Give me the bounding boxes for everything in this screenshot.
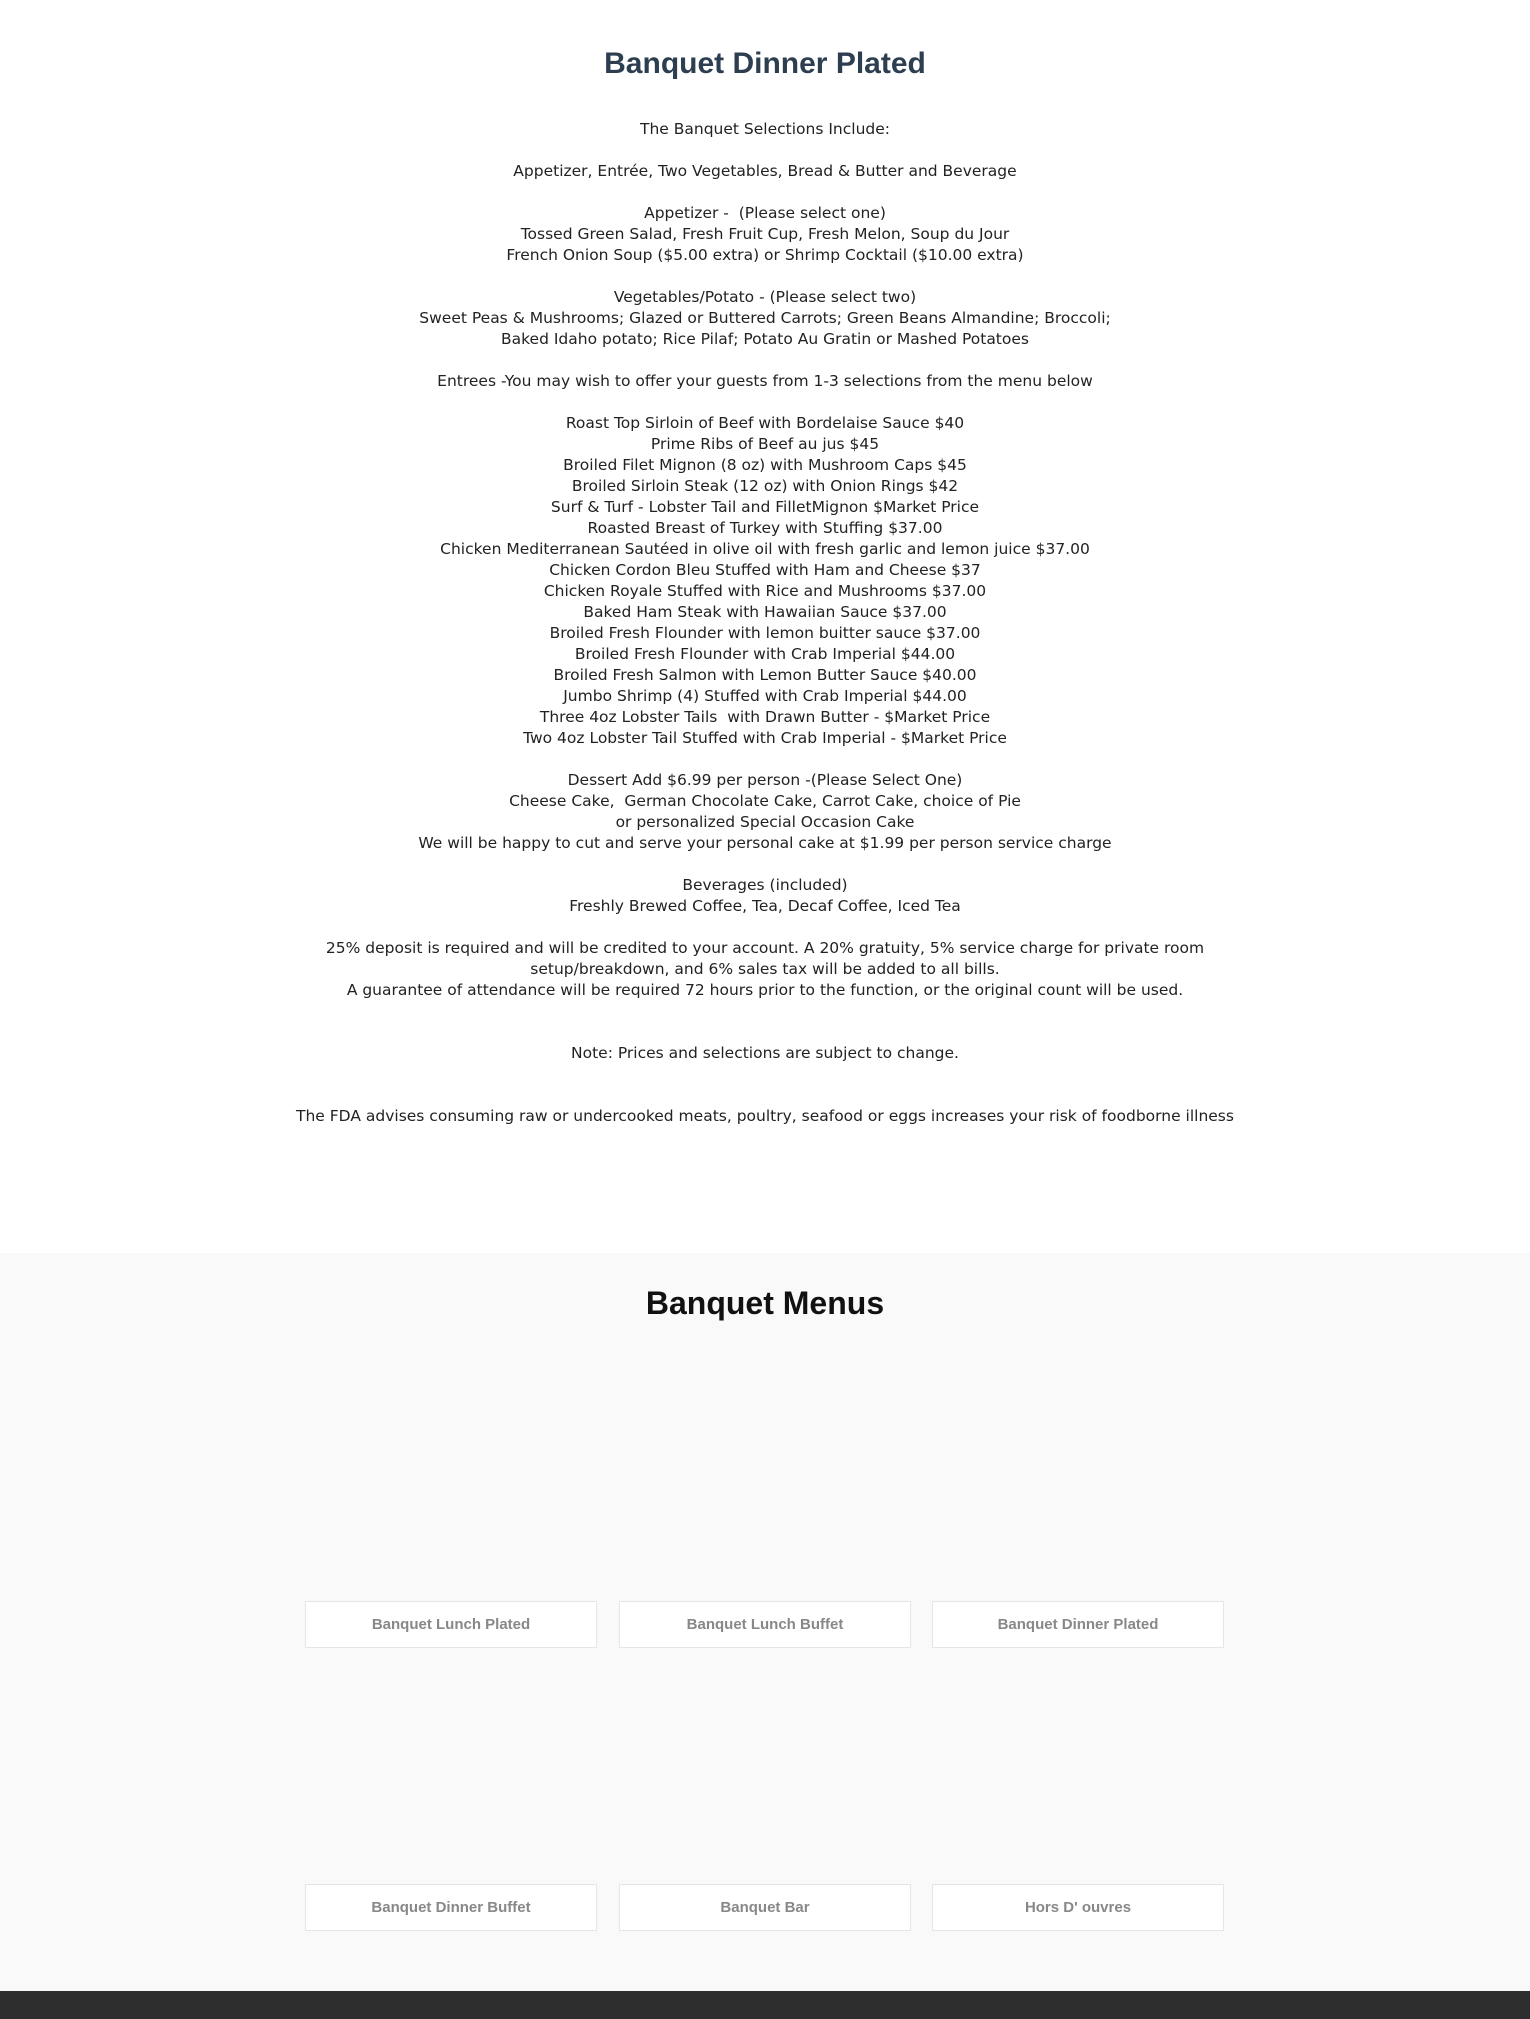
- menu-text-line: Roasted Breast of Turkey with Stuffing $37.00: [587, 519, 943, 537]
- menu-description: [0, 119, 1530, 1127]
- menu-text-line: French Onion Soup ($5.00 extra) or Shrimp Cocktail ($10.00 extra): [506, 246, 1024, 264]
- menu-text-line: or personalized Special Occasion Cake: [615, 813, 915, 831]
- menu-text-line: Appetizer, Entrée, Two Vegetables, Bread & Butter and Beverage: [513, 162, 1017, 180]
- line-gap: [0, 854, 1530, 875]
- menu-text-line: Chicken Royale Stuffed with Rice and Mushrooms $37.00: [543, 582, 987, 600]
- menu-text-line: Broiled Fresh Flounder with Crab Imperial $44.00: [574, 645, 956, 663]
- menu-text-line: Baked Idaho potato; Rice Pilaf; Potato Au Gratin or Mashed Potatoes: [501, 330, 1029, 348]
- line-gap: [0, 266, 1530, 287]
- menu-text-line: Broiled Filet Mignon (8 oz) with Mushroom Caps $45: [563, 456, 967, 474]
- line-gap: [0, 140, 1530, 161]
- menu-text-line: Prime Ribs of Beef au jus $45: [650, 435, 880, 453]
- menu-text-line: Tossed Green Salad, Fresh Fruit Cup, Fresh Melon, Soup du Jour: [520, 225, 1010, 243]
- menu-text-line: We will be happy to cut and serve your personal cake at $1.99 per person service charge: [418, 834, 1112, 852]
- menu-text-line: Entrees -You may wish to offer your guests from 1-3 selections from the menu below: [437, 372, 1093, 390]
- line-gap: [0, 1085, 1530, 1106]
- line-gap: [0, 1022, 1530, 1043]
- menu-text-line: Two 4oz Lobster Tail Stuffed with Crab Imperial - $Market Price: [523, 729, 1007, 747]
- menu-text-line: A guarantee of attendance will be required 72 hours prior to the function, or the original count will be used.: [346, 981, 1184, 999]
- menu-text-line: Beverages (included): [682, 876, 848, 894]
- line-gap: [0, 749, 1530, 770]
- section-title: Banquet Menus: [645, 1285, 885, 1321]
- menu-text-line: Chicken Cordon Bleu Stuffed with Ham and Cheese $37: [549, 561, 981, 579]
- menu-card-banquet-lunch-buffet[interactable]: Banquet Lunch Buffet: [619, 1601, 911, 1648]
- menu-card-banquet-lunch-plated[interactable]: Banquet Lunch Plated: [305, 1601, 597, 1648]
- menu-text-line: Roast Top Sirloin of Beef with Bordelaise Sauce $40: [565, 414, 965, 432]
- menu-text-line: Jumbo Shrimp (4) Stuffed with Crab Imperial $44.00: [563, 687, 967, 705]
- menu-card-banquet-dinner-buffet[interactable]: Banquet Dinner Buffet: [305, 1884, 597, 1931]
- page-title: Banquet Dinner Plated: [604, 47, 926, 80]
- menu-card-hors-d-ouvres[interactable]: Hors D' ouvres: [932, 1884, 1224, 1931]
- line-gap: [0, 392, 1530, 413]
- menu-text-line: The FDA advises consuming raw or undercooked meats, poultry, seafood or eggs increases your risk of foodborne illness: [296, 1107, 1234, 1125]
- menu-text-line: Broiled Fresh Salmon with Lemon Butter Sauce $40.00: [553, 666, 977, 684]
- menu-text-line: Baked Ham Steak with Hawaiian Sauce $37.00: [583, 603, 947, 621]
- line-gap: [0, 182, 1530, 203]
- line-gap: [0, 350, 1530, 371]
- menu-card-banquet-bar[interactable]: Banquet Bar: [619, 1884, 911, 1931]
- menu-text-line: Chicken Mediterranean Sautéed in olive oil with fresh garlic and lemon juice $37.00: [440, 540, 1090, 558]
- menu-text-line: Dessert Add $6.99 per person -(Please Select One): [567, 771, 963, 789]
- menu-text-line: Cheese Cake, German Chocolate Cake, Carrot Cake, choice of Pie: [509, 792, 1021, 810]
- menu-text-line: Vegetables/Potato - (Please select two): [613, 288, 917, 306]
- menu-text-line: Freshly Brewed Coffee, Tea, Decaf Coffee, Iced Tea: [569, 897, 961, 915]
- menu-text-line: Three 4oz Lobster Tails with Drawn Butter - $Market Price: [539, 708, 991, 726]
- menu-text-line: Surf & Turf - Lobster Tail and FilletMignon $Market Price: [550, 498, 980, 516]
- menu-text-line: Broiled Fresh Flounder with lemon buitter sauce $37.00: [549, 624, 981, 642]
- menu-text-line: The Banquet Selections Include:: [640, 120, 890, 138]
- footer-bar: [0, 1991, 1530, 2019]
- menu-text-line: Appetizer - (Please select one): [644, 204, 886, 222]
- line-gap: [0, 917, 1530, 938]
- menu-text-line: Broiled Sirloin Steak (12 oz) with Onion Rings $42: [571, 477, 959, 495]
- menu-text-line: 25% deposit is required and will be credited to your account. A 20% gratuity, 5% service charge for private room: [325, 939, 1205, 957]
- menu-card-banquet-dinner-plated[interactable]: Banquet Dinner Plated: [932, 1601, 1224, 1648]
- menu-text-line: setup/breakdown, and 6% sales tax will be added to all bills.: [530, 960, 1000, 978]
- line-gap: [0, 1001, 1530, 1022]
- line-gap: [0, 1064, 1530, 1085]
- banquet-menus-section: [0, 1253, 1530, 1991]
- menu-text-line: Sweet Peas & Mushrooms; Glazed or Buttered Carrots; Green Beans Almandine; Broccoli;: [419, 309, 1111, 327]
- menu-text-line: Note: Prices and selections are subject to change.: [571, 1044, 959, 1062]
